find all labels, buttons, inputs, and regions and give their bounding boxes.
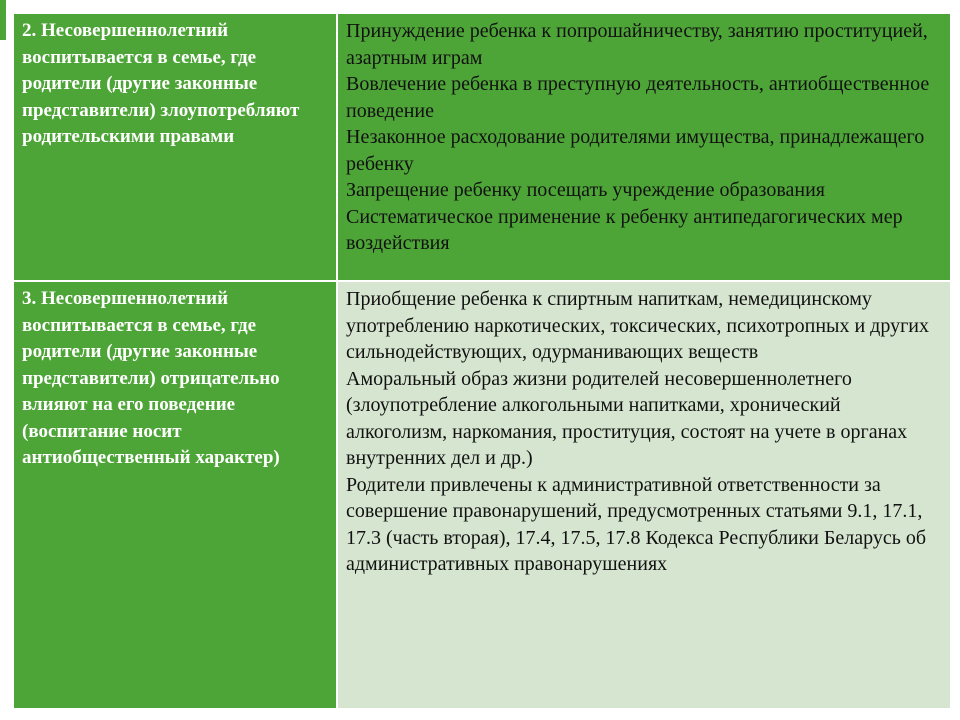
category-cell: 2. Несовершеннолетний воспитывается в семье, где родители (другие законные представители) злоупотребляют родительскими правами	[13, 13, 337, 281]
accent-bar	[0, 0, 6, 40]
criteria-item: Аморальный образ жизни родителей несовершеннолетнего (злоупотребление алкогольными напитками, хронический алкоголизм, наркомания, проституция, состоят на учете в органах внутренних дел и др.)	[346, 367, 908, 469]
criteria-item: Родители привлечены к административной ответственности за совершение правонарушений, предусмотренных статьями 9.1, 17.1, 17.3 (часть вторая), 17.4, 17.5, 17.8 Кодекса Республики Беларусь об административных правонарушениях	[346, 473, 926, 575]
table-row	[13, 281, 951, 709]
criteria-item: Принуждение ребенка к попрошайничеству, занятию проституцией, азартным играм	[346, 20, 928, 69]
criteria-item: Систематическое применение к ребенку антипедагогических мер воздействия	[346, 205, 903, 254]
criteria-item: Незаконное расходование родителями имущества, принадлежащего ребенку	[346, 126, 925, 175]
criteria-item: Вовлечение ребенка в преступную деятельность, антиобщественное поведение	[346, 73, 930, 122]
criteria-table	[12, 12, 952, 710]
criteria-cell	[337, 13, 951, 281]
criteria-item: Приобщение ребенка к спиртным напиткам, немедицинскому употреблению наркотических, токсических, психотропных и других сильнодействующих, одурманивающих веществ	[346, 288, 929, 363]
category-cell: 3. Несовершеннолетний воспитывается в семье, где родители (другие законные представители) отрицательно влияют на его поведение (воспитание носит антиобщественный характер)	[13, 281, 337, 709]
criteria-cell	[337, 281, 951, 709]
criteria-item: Запрещение ребенку посещать учреждение образования	[346, 179, 825, 201]
table-row	[13, 13, 951, 281]
